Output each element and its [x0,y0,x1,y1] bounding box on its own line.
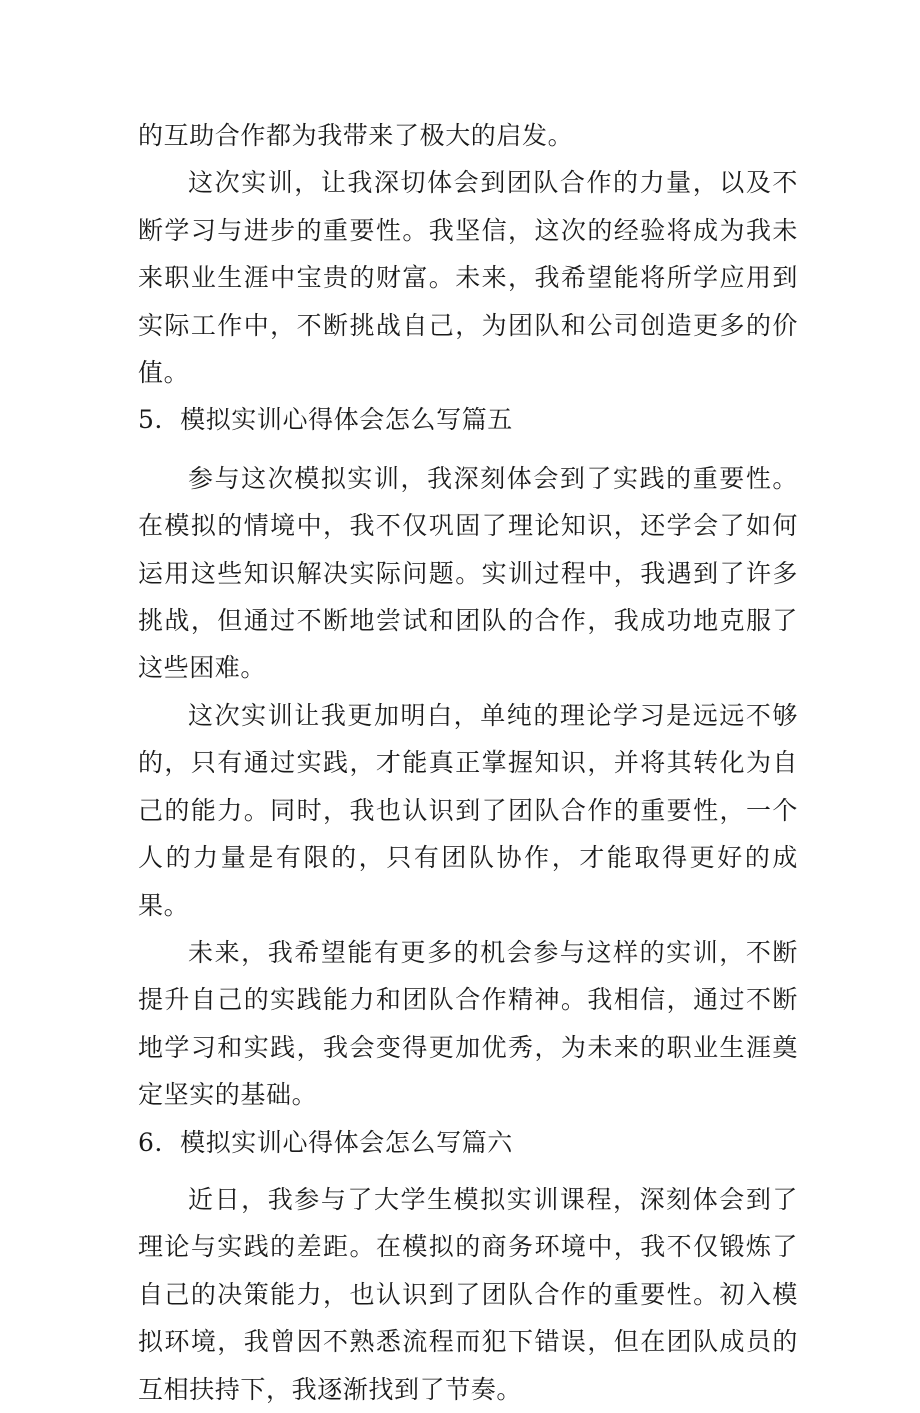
section-heading-6: 6．模拟实训心得体会怎么写篇六 [138,1127,513,1157]
paragraph-continuation: 的互助合作都为我带来了极大的启发。 [138,121,574,150]
paragraph: 未来，我希望能有更多的机会参与这样的实训，不断提升自己的实践能力和团队合作精神。我相信，通过不断地学习和实践，我会变得更加优秀，为未来的职业生涯奠定坚实的基础。 [138,937,798,1110]
document-body [138,112,798,1413]
section-heading-5: 5．模拟实训心得体会怎么写篇五 [138,405,513,435]
paragraph: 参与这次模拟实训，我深刻体会到了实践的重要性。在模拟的情境中，我不仅巩固了理论知识，还学会了如何运用这些知识解决实际问题。实训过程中，我遇到了许多挑战，但通过不断地尝试和团队的合作，我成功地克服了这些困难。 [138,463,798,683]
paragraph: 近日，我参与了大学生模拟实训课程，深刻体会到了理论与实践的差距。在模拟的商务环境中，我不仅锻炼了自己的决策能力，也认识到了团队合作的重要性。初入模拟环境，我曾因不熟悉流程而犯下错误，但在团队成员的互相扶持下，我逐渐找到了节奏。 [138,1184,798,1404]
paragraph: 这次实训让我更加明白，单纯的理论学习是远远不够的，只有通过实践，才能真正掌握知识，并将其转化为自己的能力。同时，我也认识到了团队合作的重要性，一个人的力量是有限的，只有团队协作，才能取得更好的成果。 [138,700,798,920]
paragraph: 这次实训，让我深切体会到团队合作的力量，以及不断学习与进步的重要性。我坚信，这次的经验将成为我未来职业生涯中宝贵的财富。未来，我希望能将所学应用到实际工作中，不断挑战自己，为团队和公司创造更多的价值。 [138,168,798,388]
